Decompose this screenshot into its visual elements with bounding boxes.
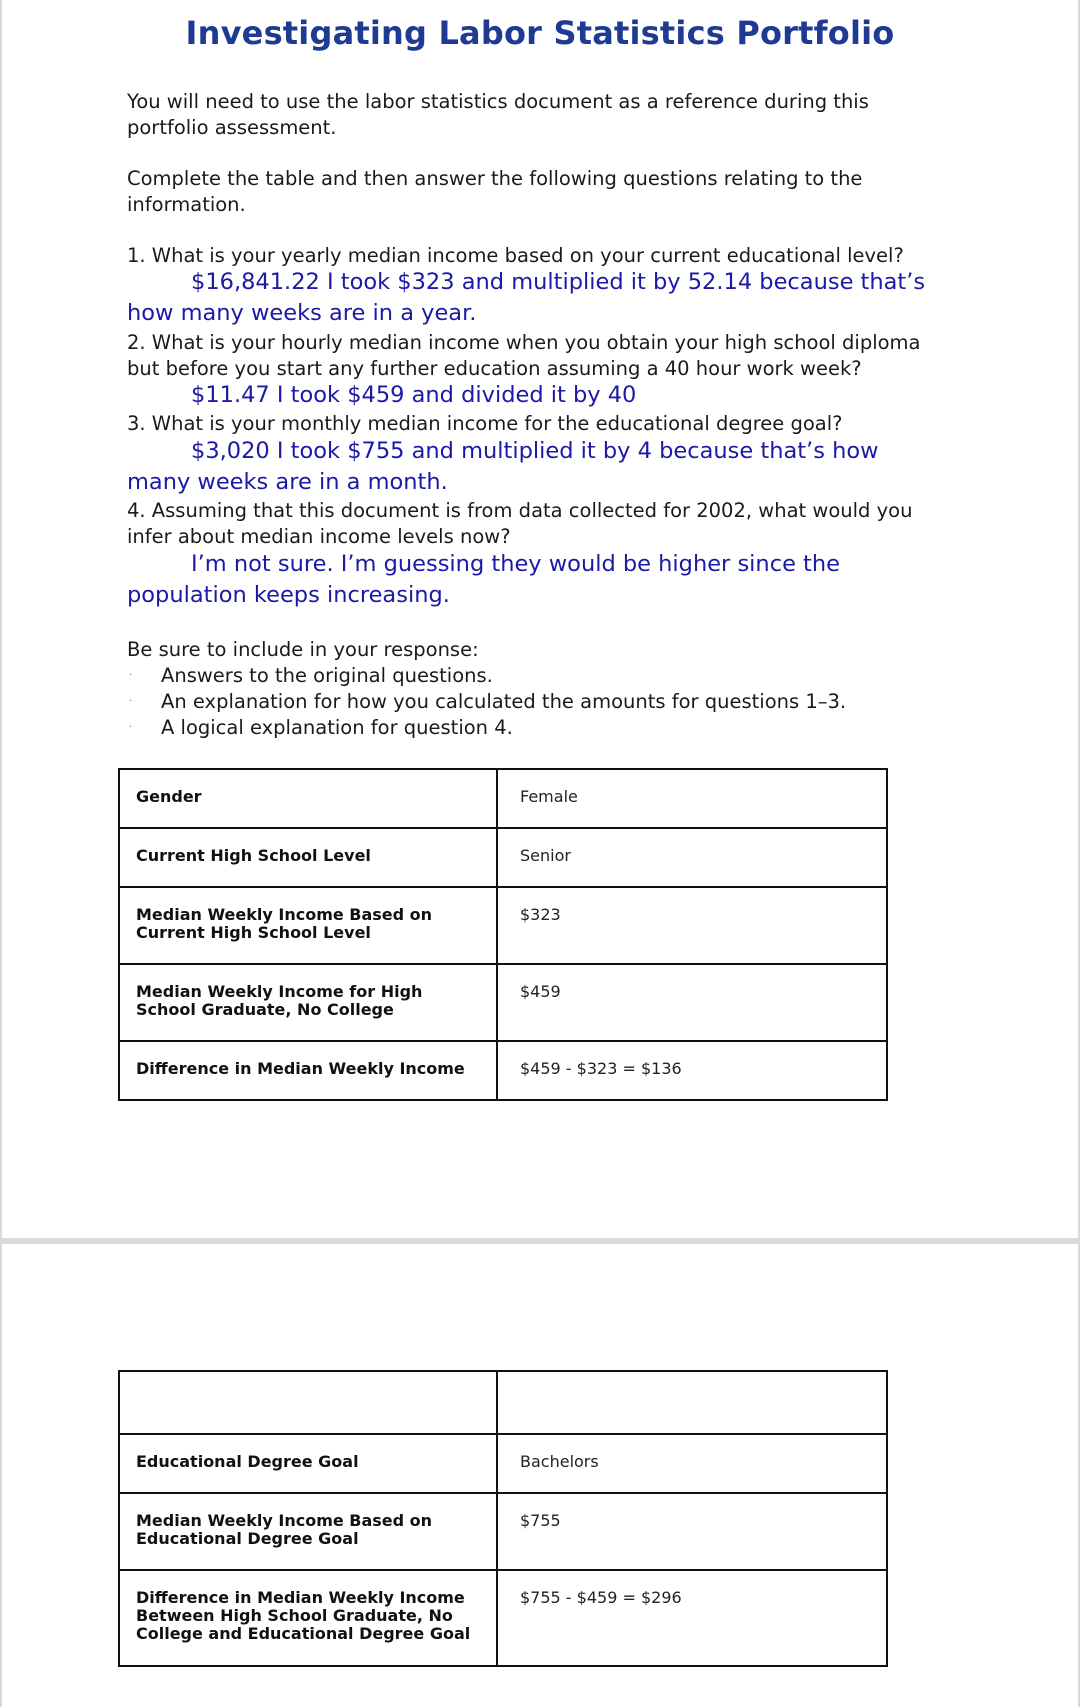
intro-paragraph-2: Complete the table and then answer the following questions relating to the information. — [127, 167, 863, 216]
table-label-cell: Median Weekly Income for High School Graduate, No College — [119, 964, 497, 1041]
list-item: · Answers to the original questions. — [129, 664, 493, 687]
table-label-cell: Median Weekly Income Based on Current High School Level — [119, 887, 497, 964]
table-row — [119, 887, 887, 964]
table-label-cell: Difference in Median Weekly Income — [119, 1041, 497, 1100]
table-value-cell — [497, 1371, 887, 1434]
table-label-cell — [119, 1371, 497, 1434]
answer-1: $16,841.22 I took $323 and multiplied it by 52.14 because that’s how many weeks are in a year. — [127, 269, 926, 326]
question-3: 3. What is your monthly median income for the educational degree goal? — [127, 412, 843, 435]
intro-paragraph-1: You will need to use the labor statistics document as a reference during this portfolio assessment. — [127, 90, 869, 139]
question-1: 1. What is your yearly median income based on your current educational level? — [127, 244, 904, 267]
document-title: Investigating Labor Statistics Portfolio — [185, 14, 895, 52]
include-list — [127, 663, 846, 741]
table-row — [119, 1434, 887, 1493]
table-value-cell: $755 - $459 = $296 — [497, 1570, 887, 1666]
table-label-cell: Current High School Level — [119, 828, 497, 887]
answer-4: I’m not sure. I’m guessing they would be higher since the population keeps increasing. — [127, 551, 840, 608]
income-table-1 — [118, 768, 888, 1101]
bullet-icon: · — [129, 670, 133, 681]
answer-2: $11.47 I took $459 and divided it by 40 — [191, 382, 637, 408]
table-label-cell: Median Weekly Income Based on Educational Degree Goal — [119, 1493, 497, 1570]
list-item: · A logical explanation for question 4. — [129, 716, 513, 739]
bullet-icon: · — [129, 722, 133, 733]
table-row — [119, 964, 887, 1041]
list-item: · An explanation for how you calculated the amounts for questions 1–3. — [129, 690, 847, 713]
table-value-cell: Bachelors — [497, 1434, 887, 1493]
table-value-cell: $323 — [497, 887, 887, 964]
table-label-cell: Difference in Median Weekly Income Between High School Graduate, No College and Educational Degree Goal — [119, 1570, 497, 1666]
question-2: 2. What is your hourly median income when you obtain your high school diploma but before you start any further education assuming a 40 hour work week? — [127, 331, 921, 380]
table-label-cell: Gender — [119, 769, 497, 828]
table-value-cell: $459 — [497, 964, 887, 1041]
table-value-cell: $459 - $323 = $136 — [497, 1041, 887, 1100]
table-row — [119, 828, 887, 887]
table-label-cell: Educational Degree Goal — [119, 1434, 497, 1493]
table-value-cell: Female — [497, 769, 887, 828]
table-row — [119, 1371, 887, 1434]
table-row — [119, 1493, 887, 1570]
include-heading: Be sure to include in your response: — [127, 638, 479, 661]
table-row — [119, 1041, 887, 1100]
table-value-cell: Senior — [497, 828, 887, 887]
table-row — [119, 769, 887, 828]
question-4: 4. Assuming that this document is from data collected for 2002, what would you infer about median income levels now? — [127, 499, 913, 548]
table-value-cell: $755 — [497, 1493, 887, 1570]
table-row — [119, 1570, 887, 1666]
bullet-icon: · — [129, 696, 133, 707]
answer-3: $3,020 I took $755 and multiplied it by 4 because that’s how many weeks are in a month. — [127, 438, 879, 495]
income-table-2 — [118, 1370, 888, 1667]
